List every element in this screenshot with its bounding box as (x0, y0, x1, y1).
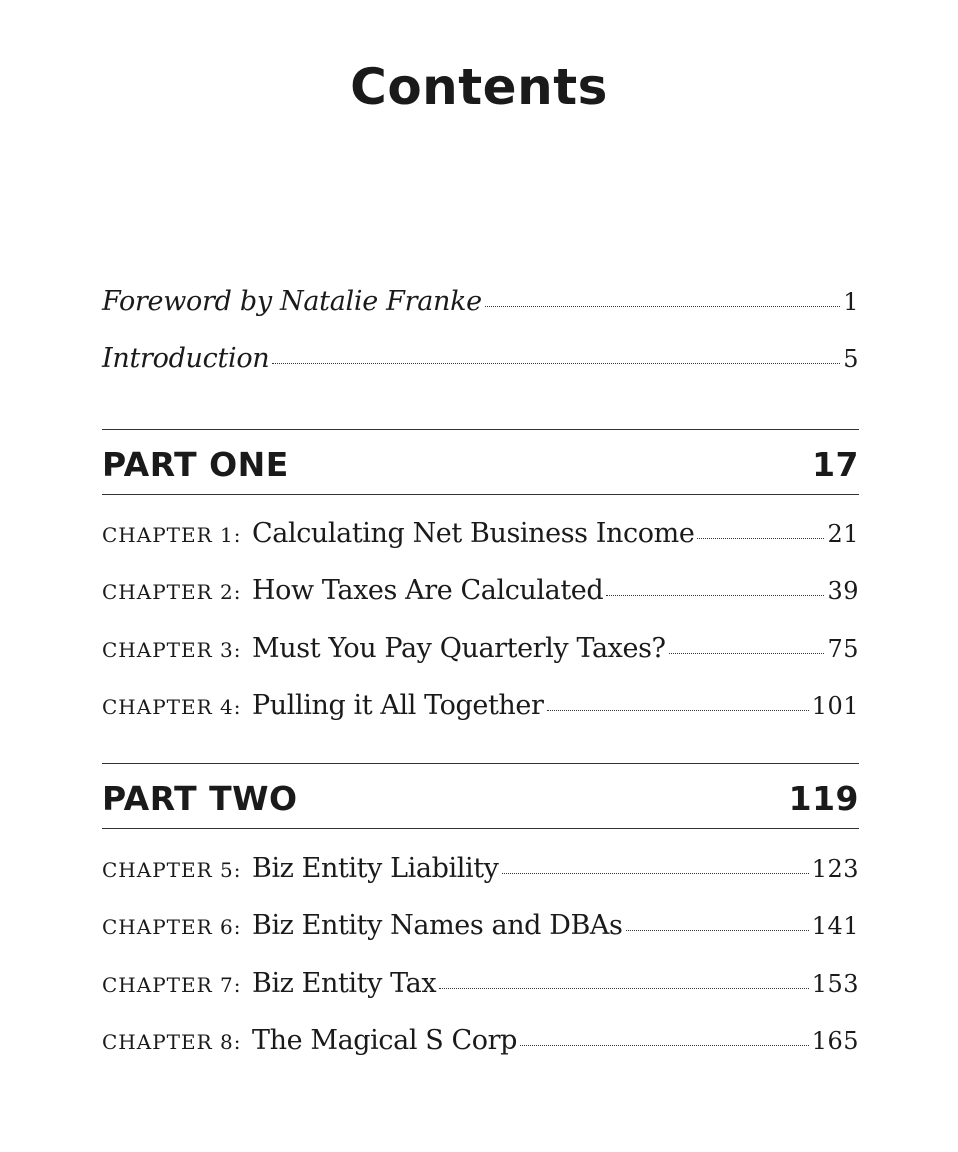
chapter-title: Must You Pay Quarterly Taxes? (252, 633, 666, 664)
page-title: Contents (350, 58, 608, 116)
chapter-number: CHAPTER 8: (102, 1030, 242, 1054)
chapter-page-number: 101 (811, 692, 859, 720)
part-label: PART TWO (102, 778, 298, 818)
dot-leader (485, 306, 840, 307)
toc-entry-chapter[interactable] (102, 853, 859, 884)
chapter-title: Biz Entity Tax (252, 968, 437, 999)
divider-rule (102, 429, 859, 430)
toc-entry-chapter[interactable] (102, 633, 859, 664)
chapter-page-number: 165 (811, 1027, 859, 1055)
entry-label: Introduction (102, 343, 270, 374)
dot-leader (520, 1045, 809, 1046)
toc-part-one[interactable] (102, 442, 859, 486)
toc-entry-chapter[interactable] (102, 910, 859, 941)
dot-leader (606, 595, 824, 596)
chapter-number: CHAPTER 4: (102, 695, 242, 719)
toc-entry-chapter[interactable] (102, 968, 859, 999)
chapter-title: Pulling it All Together (252, 690, 544, 721)
chapter-number: CHAPTER 6: (102, 915, 242, 939)
toc-entry-introduction[interactable] (102, 343, 859, 374)
chapter-title: How Taxes Are Calculated (252, 575, 604, 606)
chapter-title: Calculating Net Business Income (252, 518, 695, 549)
dot-leader (439, 988, 808, 989)
chapter-title: Biz Entity Names and DBAs (252, 910, 623, 941)
dot-leader (547, 710, 809, 711)
chapter-page-number: 153 (811, 970, 859, 998)
divider-rule (102, 828, 859, 829)
dot-leader (502, 873, 809, 874)
chapter-number: CHAPTER 5: (102, 858, 242, 882)
toc-entry-chapter[interactable] (102, 575, 859, 606)
chapter-page-number: 39 (827, 577, 859, 605)
part-page-number: 17 (812, 444, 859, 484)
dot-leader (697, 538, 824, 539)
dot-leader (272, 363, 840, 364)
chapter-title: Biz Entity Liability (252, 853, 499, 884)
dot-leader (669, 653, 825, 654)
entry-label: Foreword by Natalie Franke (102, 286, 482, 317)
toc-entry-chapter[interactable] (102, 518, 859, 549)
chapter-page-number: 123 (811, 855, 859, 883)
chapter-number: CHAPTER 3: (102, 638, 242, 662)
entry-page-number: 5 (843, 345, 859, 373)
chapter-page-number: 75 (827, 635, 859, 663)
chapter-title: The Magical S Corp (252, 1025, 518, 1056)
entry-page-number: 1 (843, 288, 859, 316)
part-page-number: 119 (788, 778, 859, 818)
part-label: PART ONE (102, 444, 289, 484)
chapter-number: CHAPTER 7: (102, 973, 242, 997)
toc-entry-chapter[interactable] (102, 690, 859, 721)
chapter-number: CHAPTER 1: (102, 523, 242, 547)
divider-rule (102, 763, 859, 764)
chapter-page-number: 21 (827, 520, 859, 548)
toc-part-two[interactable] (102, 776, 859, 820)
chapter-page-number: 141 (811, 912, 859, 940)
divider-rule (102, 494, 859, 495)
chapter-number: CHAPTER 2: (102, 580, 242, 604)
dot-leader (626, 930, 809, 931)
toc-entry-chapter[interactable] (102, 1025, 859, 1056)
toc-entry-foreword[interactable] (102, 286, 859, 317)
